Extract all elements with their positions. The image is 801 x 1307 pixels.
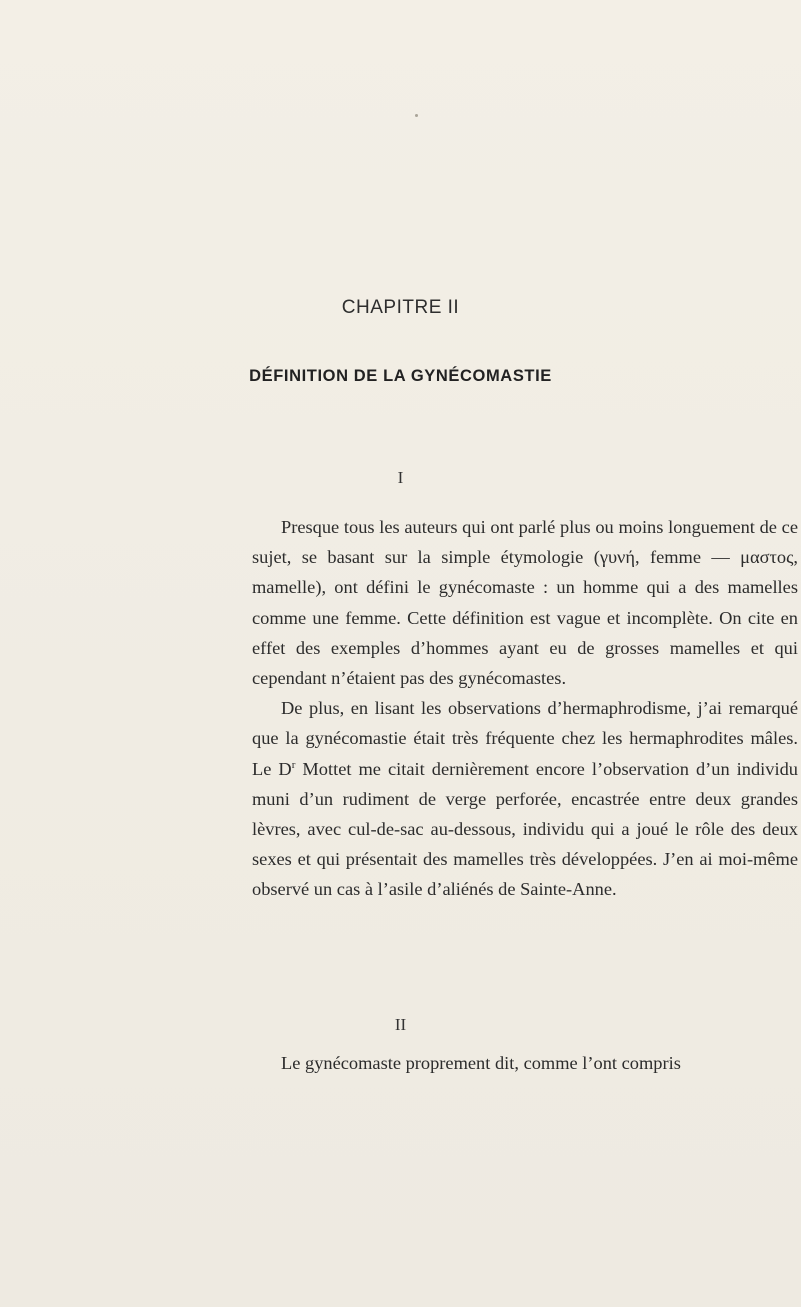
section-number-1: I [397, 468, 404, 487]
paragraph-2 [252, 693, 798, 904]
section-1-text [252, 512, 798, 905]
paragraph-3: Le gynécomaste proprement dit, comme l’ont compris [281, 1053, 681, 1073]
chapter-label: CHAPITRE II [341, 297, 460, 318]
section-number-2: II [394, 1015, 407, 1034]
doctor-superscript: r [291, 758, 296, 771]
paragraph-2-part-1: De plus, en lisant les observations d’hermaphrodisme, j’ai remarqué que la gynécomastie était très fréquente chez les hermaphrodites mâles. Le D [252, 698, 798, 779]
ink-speck [415, 114, 418, 117]
chapter-title: DÉFINITION DE LA GYNÉCOMASTIE [249, 367, 552, 385]
section-2-text [252, 1048, 798, 1078]
paragraph-1: Presque tous les auteurs qui ont parlé plus ou moins longuement de ce sujet, se basant sur la simple étymologie (γυνή, femme — μαστος, mamelle), ont défini le gynécomaste : un homme qui a des mamelles comme une femme. Cette définition est vague et incomplète. On cite en effet des exemples d’hommes ayant eu de grosses mamelles et qui cependant n’étaient pas des gynécomastes. [252, 517, 798, 689]
paragraph-2-part-2: Mottet me citait dernièrement encore l’observation d’un individu muni d’un rudiment de verge perforée, encastrée entre deux grandes lèvres, avec cul-de-sac au-dessous, individu qui a joué le rôle des deux sexes et qui présentait des mamelles très développées. J’en ai moi-même observé un cas à l’asile d’aliénés de Sainte-Anne. [252, 758, 798, 900]
